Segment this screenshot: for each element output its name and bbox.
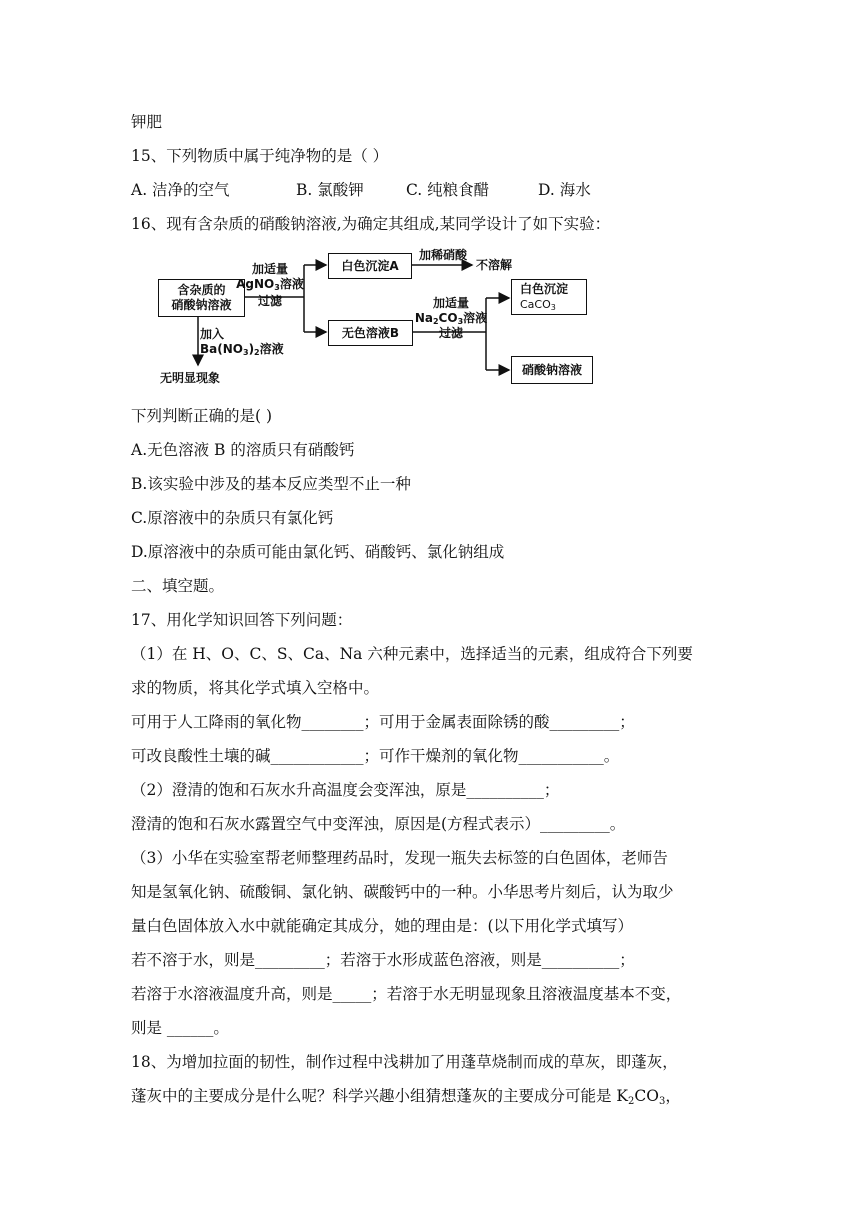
question-16: 16、现有含杂质的硝酸钠溶液,为确定其组成,某同学设计了如下实验： — [131, 215, 611, 233]
down-line1: 加入 — [200, 327, 225, 341]
down-step-label — [200, 327, 284, 357]
no-change-text: 无明显现象 — [160, 371, 221, 385]
q17-part1-line4: 可改良酸性土壤的碱____________；可作干燥剂的氧化物___________。 — [131, 747, 620, 765]
q17-part3-line2: 知是氢氧化钠、硫酸铜、氯化钠、碳酸钙中的一种。小华思考片刻后，认为取少 — [131, 883, 674, 901]
q17-part1-line1: （1）在 H、O、C、S、Ca、Na 六种元素中，选择适当的元素，组成符合下列要 — [131, 645, 693, 663]
q17-part1-line2: 求的物质，将其化学式填入空格中。 — [131, 679, 380, 697]
step1-label — [234, 262, 306, 309]
white-precipitate-a-box: 白色沉淀A — [328, 253, 412, 279]
step1-line3: 过滤 — [257, 294, 282, 308]
q17-part3-line1: （3）小华在实验室帮老师整理药品时，发现一瓶失去标签的白色固体，老师告 — [131, 849, 668, 867]
q15-option-c: C. 纯粮食醋 — [406, 181, 490, 199]
colorless-solution-b-box: 无色溶液B — [328, 320, 413, 346]
q16-option-d: D.原溶液中的杂质可能由氯化钙、硝酸钙、氯化钠组成 — [131, 543, 505, 561]
insoluble-text: 不溶解 — [476, 258, 513, 272]
q15-option-d: D. 海水 — [538, 181, 591, 199]
q16-option-a: A.无色溶液 B 的溶质只有硝酸钙 — [131, 441, 355, 459]
step1-line1: 加适量 — [251, 262, 288, 276]
q17-part2-line1: （2）澄清的饱和石灰水升高温度会变浑浊，原是__________； — [131, 781, 560, 799]
q17-part1-line3: 可用于人工降雨的氧化物________；可用于金属表面除锈的酸_________； — [131, 713, 635, 731]
caco3-line1: 白色沉淀 — [520, 282, 569, 296]
step2-line3: 过滤 — [438, 326, 463, 340]
question-15: 15、下列物质中属于纯净物的是（ ） — [131, 147, 389, 165]
q17-part3-line5: 若溶于水溶液温度升高，则是_____；若溶于水无明显现象且溶液温度基本不变， — [131, 985, 682, 1003]
text-line-fertilizer: 钾肥 — [131, 113, 163, 131]
question-18-line1: 18、为增加拉面的韧性，制作过程中浅耕加了用蓬草烧制而成的草灰，即蓬灰， — [131, 1053, 678, 1071]
start-solution-box — [158, 279, 245, 317]
q17-part3-line6: 则是 ______。 — [131, 1019, 229, 1037]
start-box-line1: 含杂质的 — [177, 283, 226, 297]
start-box-line2: 硝酸钠溶液 — [171, 298, 232, 312]
acid-label: 加稀硝酸 — [418, 248, 467, 262]
q15-option-a: A. 洁净的空气 — [131, 181, 230, 199]
q15-option-b: B. 氯酸钾 — [296, 181, 364, 199]
sodium-nitrate-box: 硝酸钠溶液 — [511, 356, 593, 384]
caco3-box — [511, 279, 587, 315]
step2-label — [410, 296, 492, 341]
step1-line2: AgNO$_3$溶液 — [236, 277, 304, 292]
q17-part3-line4: 若不溶于水，则是_________；若溶于水形成蓝色溶液，则是__________； — [131, 951, 635, 969]
q16-option-c: C.原溶液中的杂质只有氯化钙 — [131, 509, 334, 527]
caco3-line2: CaCO$_3$ — [520, 298, 556, 312]
section-2-heading: 二、填空题。 — [131, 577, 225, 595]
q16-ask: 下列判断正确的是( ) — [131, 407, 273, 425]
q16-option-b: B.该实验中涉及的基本反应类型不止一种 — [131, 475, 411, 493]
question-17: 17、用化学知识回答下列问题： — [131, 611, 353, 629]
step2-line1: 加适量 — [432, 296, 469, 310]
question-18-line2: 蓬灰中的主要成分是什么呢？科学兴趣小组猜想蓬灰的主要成分可能是 $K_2CO_3$， — [131, 1087, 681, 1107]
q17-part3-line3: 量白色固体放入水中就能确定其成分，她的理由是：(以下用化学式填写） — [131, 917, 634, 935]
q17-part2-line2: 澄清的饱和石灰水露置空气中变浑浊，原因是(方程式表示）_________。 — [131, 815, 626, 833]
step2-line2: $Na_2CO_3$溶液 — [414, 311, 488, 326]
down-line2: $Ba(NO_3)_2$溶液 — [200, 342, 284, 357]
